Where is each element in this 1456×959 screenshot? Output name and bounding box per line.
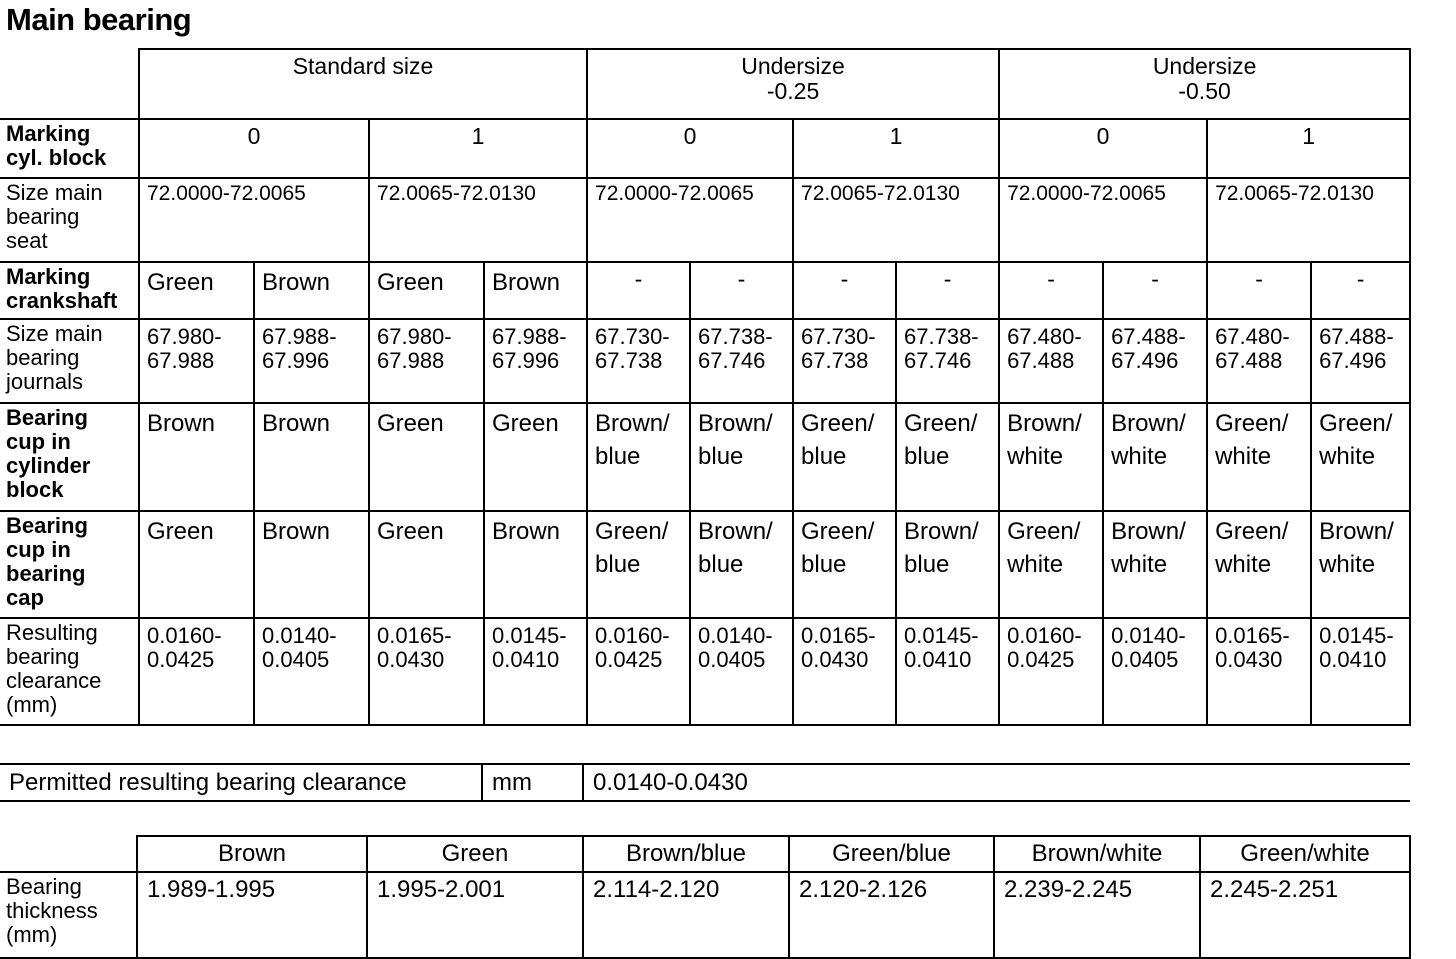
permitted-label: Permitted resulting bearing clearance xyxy=(0,764,482,801)
table-cell: Green/ white xyxy=(1207,403,1311,511)
row-cup-bearing-cap xyxy=(0,511,1410,618)
table-cell: Green xyxy=(369,511,484,618)
column-header: Green xyxy=(367,836,583,872)
table-cell: - xyxy=(690,262,793,319)
table-cell: Brown xyxy=(254,511,369,618)
table-cell: 67.738- 67.746 xyxy=(690,319,793,403)
row-cup-cylinder-block xyxy=(0,403,1410,511)
table-cell: Brown/ blue xyxy=(896,511,999,618)
table-cell: 67.480- 67.488 xyxy=(1207,319,1311,403)
page-title: Main bearing xyxy=(6,2,192,37)
table-cell: Brown/ blue xyxy=(690,511,793,618)
table-cell: Green xyxy=(369,403,484,511)
permitted-clearance-table xyxy=(0,763,1410,802)
table-cell: Brown/ white xyxy=(1103,511,1207,618)
table-cell: Green/ blue xyxy=(587,511,690,618)
table-cell: 1 xyxy=(369,119,587,178)
table-cell: Brown xyxy=(484,262,587,319)
table-cell: Green xyxy=(369,262,484,319)
row-label: Resulting bearing clearance (mm) xyxy=(0,618,139,725)
main-bearing-table xyxy=(0,48,1411,726)
row-marking-crankshaft xyxy=(0,262,1410,319)
table-cell: - xyxy=(1311,262,1410,319)
table-cell: 0.0165- 0.0430 xyxy=(1207,618,1311,725)
table-cell: Brown xyxy=(254,262,369,319)
table-cell: Brown/ white xyxy=(999,403,1103,511)
table-cell: Brown/ blue xyxy=(690,403,793,511)
table-cell: 67.488- 67.496 xyxy=(1311,319,1410,403)
table-cell: 72.0000-72.0065 xyxy=(999,178,1207,262)
table-cell: 72.0065-72.0130 xyxy=(793,178,999,262)
table-cell: - xyxy=(896,262,999,319)
row-marking-cyl-block xyxy=(0,119,1410,178)
table-cell: 0.0165- 0.0430 xyxy=(793,618,896,725)
table-cell: 72.0000-72.0065 xyxy=(587,178,793,262)
row-clearance xyxy=(0,618,1410,725)
table-cell: Green/ blue xyxy=(793,511,896,618)
row-label: Bearing thickness (mm) xyxy=(0,872,137,958)
table-cell: Green/ white xyxy=(1207,511,1311,618)
group-header: Undersize -0.50 xyxy=(999,49,1410,119)
table-cell: Green xyxy=(139,511,254,618)
table-cell: 0.0145- 0.0410 xyxy=(896,618,999,725)
table-cell: 0.0140- 0.0405 xyxy=(254,618,369,725)
table-cell: 67.980- 67.988 xyxy=(139,319,254,403)
column-header: Green/white xyxy=(1200,836,1410,872)
row-size-journals xyxy=(0,319,1410,403)
table-cell: 0.0160- 0.0425 xyxy=(999,618,1103,725)
table-cell: 67.480- 67.488 xyxy=(999,319,1103,403)
table-cell: Brown/ white xyxy=(1103,403,1207,511)
group-header: Standard size xyxy=(139,49,587,119)
table-cell: 67.988- 67.996 xyxy=(484,319,587,403)
permitted-value: 0.0140-0.0430 xyxy=(583,764,1410,801)
table-cell: 67.738- 67.746 xyxy=(896,319,999,403)
table-cell: 67.730- 67.738 xyxy=(587,319,690,403)
table-cell: Brown xyxy=(484,511,587,618)
table-cell: - xyxy=(999,262,1103,319)
column-header: Brown/blue xyxy=(583,836,789,872)
table-cell: 0 xyxy=(999,119,1207,178)
bearing-thickness-table xyxy=(0,835,1411,959)
row-label: Bearing cup in cylinder block xyxy=(0,403,139,511)
table-cell: 2.239-2.245 xyxy=(994,872,1200,958)
table-cell: 0 xyxy=(587,119,793,178)
table-cell: - xyxy=(793,262,896,319)
table-cell: 67.988- 67.996 xyxy=(254,319,369,403)
table-cell: 0.0140- 0.0405 xyxy=(1103,618,1207,725)
table-cell: 1.989-1.995 xyxy=(137,872,367,958)
table-cell: Brown xyxy=(254,403,369,511)
table-cell: 72.0065-72.0130 xyxy=(369,178,587,262)
table-cell: 1 xyxy=(793,119,999,178)
table-cell: 72.0065-72.0130 xyxy=(1207,178,1410,262)
row-size-seat xyxy=(0,178,1410,262)
row-thickness xyxy=(0,872,1410,958)
table-cell: Brown xyxy=(139,403,254,511)
table-cell: 1.995-2.001 xyxy=(367,872,583,958)
table-cell: 0.0145- 0.0410 xyxy=(484,618,587,725)
table-cell: 0.0140- 0.0405 xyxy=(690,618,793,725)
table-cell: Green xyxy=(484,403,587,511)
table-cell: Green/ white xyxy=(1311,403,1410,511)
column-header: Brown xyxy=(137,836,367,872)
table-cell: Green/ blue xyxy=(896,403,999,511)
table-cell: - xyxy=(587,262,690,319)
table-cell: Brown/ white xyxy=(1311,511,1410,618)
table-cell: Green/ blue xyxy=(793,403,896,511)
row-label: Size main bearing journals xyxy=(0,319,139,403)
table-cell: 0.0165- 0.0430 xyxy=(369,618,484,725)
table-cell: Green/ white xyxy=(999,511,1103,618)
table-cell: Green xyxy=(139,262,254,319)
column-header: Brown/white xyxy=(994,836,1200,872)
table-cell: 67.980- 67.988 xyxy=(369,319,484,403)
table-cell: 2.245-2.251 xyxy=(1200,872,1410,958)
row-label: Bearing cup in bearing cap xyxy=(0,511,139,618)
table-cell: 67.488- 67.496 xyxy=(1103,319,1207,403)
row-label: Size main bearing seat xyxy=(0,178,139,262)
table-cell: 2.120-2.126 xyxy=(789,872,994,958)
table-cell: 0 xyxy=(139,119,369,178)
group-header: Undersize -0.25 xyxy=(587,49,999,119)
row-label: Marking cyl. block xyxy=(0,119,139,178)
table-cell: - xyxy=(1103,262,1207,319)
table-cell: - xyxy=(1207,262,1311,319)
table-cell: 1 xyxy=(1207,119,1410,178)
table-cell: 0.0145- 0.0410 xyxy=(1311,618,1410,725)
row-label: Marking crankshaft xyxy=(0,262,139,319)
table-cell: 0.0160- 0.0425 xyxy=(139,618,254,725)
table-cell: 0.0160- 0.0425 xyxy=(587,618,690,725)
table-cell: 72.0000-72.0065 xyxy=(139,178,369,262)
table-cell: 2.114-2.120 xyxy=(583,872,789,958)
corner-cell xyxy=(0,49,139,119)
table-cell: 67.730- 67.738 xyxy=(793,319,896,403)
table-cell: Brown/ blue xyxy=(587,403,690,511)
corner-cell xyxy=(0,836,137,872)
column-header: Green/blue xyxy=(789,836,994,872)
permitted-unit: mm xyxy=(482,764,583,801)
